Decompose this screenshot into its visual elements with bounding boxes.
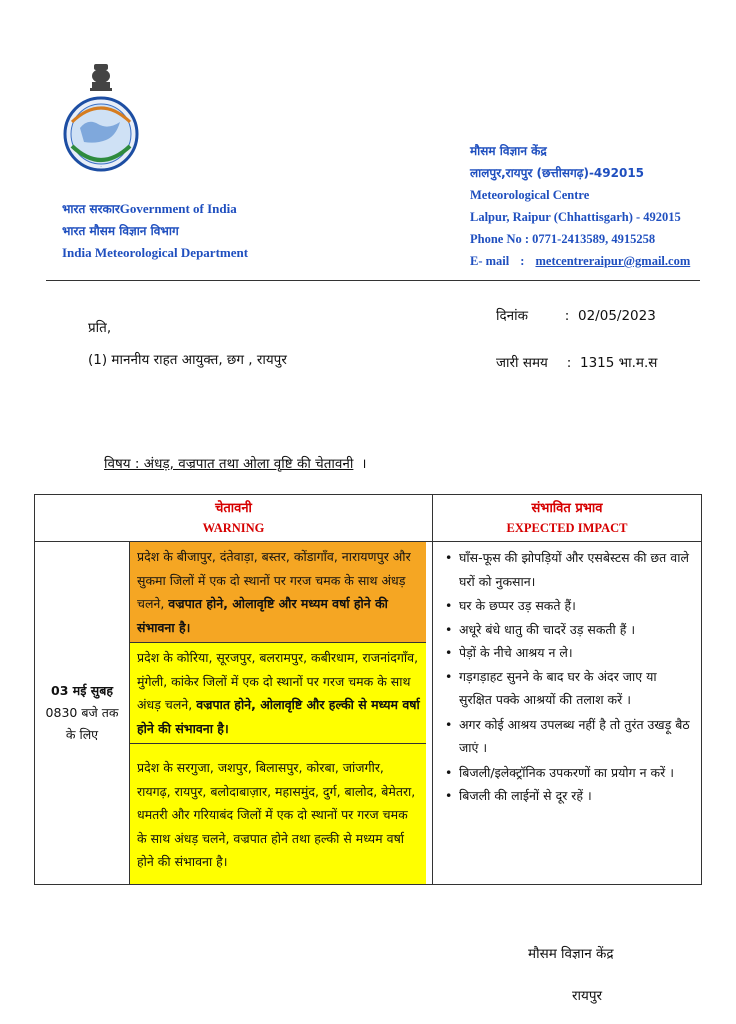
imd-english: India Meteorological Department: [62, 245, 249, 260]
validity-line-2: 0830 बजे तक: [45, 704, 119, 720]
centre-english: Meteorological Centre: [470, 188, 590, 202]
warning-yellow-2: [130, 744, 426, 884]
warning-orange-bold: वज्रपात होने, ओलावृष्टि और मध्यम वर्षा होने की संभावना है।: [137, 596, 388, 635]
centre-hindi: मौसम विज्ञान केंद्र: [470, 144, 547, 158]
header-right: [470, 140, 690, 272]
email-label: E- mail: [470, 254, 510, 268]
govt-hindi: भारत सरकार: [62, 202, 120, 216]
impact-cell: [433, 542, 702, 885]
warning-table: [34, 494, 702, 885]
warning-cell: [130, 542, 433, 885]
svg-text:.: .: [100, 163, 102, 169]
warning-yellow-1-bold: वज्रपात होने, ओलावृष्टि और हल्की से मध्यम वर्षा होने की संभावना है।: [137, 697, 420, 736]
header-left: [62, 198, 248, 264]
impact-header: [433, 495, 702, 542]
warning-header-en: WARNING: [202, 521, 265, 535]
list-item: • गड़गड़ाहट सुनने के बाद घर के अंदर जाए या सुरक्षित पक्के आश्रयों की तलाश करें ।: [459, 665, 693, 712]
list-item: • अधूरे बंधे धातु की चादरें उड़ सकती हैं ।: [459, 618, 693, 642]
list-item: • घर के छप्पर उड़ सकते हैं।: [459, 594, 693, 618]
warning-yellow-1-text: प्रदेश के कोरिया, सूरजपुर, बलरामपुर, कबीरधाम, राजनांदगाँव, मुंगेली, कांकेर जिलों में एक दो स्थानों पर गरज चमक के साथ अंधड़ चलने,: [137, 650, 419, 712]
list-item: • बिजली की लाईनों से दूर रहें ।: [459, 784, 693, 808]
impact-header-hi: संभावित प्रभाव: [531, 501, 603, 516]
list-item: • घाँस-फूस की झोपड़ियों और एसबेस्टस की छत वाले घरों को नुकसान।: [459, 546, 693, 593]
email-row: [470, 250, 690, 272]
warning-orange: [130, 542, 426, 643]
validity-line-3: के लिए: [65, 726, 99, 742]
issue-time-label: जारी समय: [496, 355, 548, 371]
date-label: दिनांक: [496, 308, 529, 324]
email-sep: :: [520, 254, 525, 268]
addressee-block: [88, 312, 287, 376]
impact-list: [443, 546, 693, 808]
list-item: • अगर कोई आश्रय उपलब्ध नहीं है तो तुरंत उखड़ू बैठ जाएं ।: [459, 713, 693, 760]
recipient: (1) माननीय राहत आयुक्त, छग , रायपुर: [88, 352, 287, 368]
issue-time-sep: :: [566, 355, 572, 371]
date-block: [496, 293, 657, 387]
header-divider: [46, 280, 700, 281]
warning-yellow-1: [130, 643, 426, 744]
warning-header: [35, 495, 433, 542]
date-sep: :: [564, 308, 570, 324]
impact-header-en: EXPECTED IMPACT: [506, 521, 628, 535]
subject-line: [104, 454, 367, 472]
list-item: • बिजली/इलेक्ट्रॉनिक उपकरणों का प्रयोग न करें ।: [459, 761, 693, 785]
imd-logo: [58, 62, 144, 182]
subject-dot: ।: [361, 456, 367, 472]
signature-city: रायपुर: [572, 988, 603, 1004]
govt-english: Government of India: [119, 201, 237, 216]
emblem-icon: [90, 64, 112, 91]
list-item: • पेड़ों के नीचे आश्रय न ले।: [459, 641, 693, 665]
validity-line-1: 03 मई सुबह: [51, 682, 113, 698]
address-hindi: लालपुर,रायपुर (छत्तीसगढ़)-492015: [470, 166, 645, 180]
warning-orange-text: प्रदेश के बीजापुर, दंतेवाड़ा, बस्तर, कोंडागाँव, नारायणपुर और सुकमा जिलों में एक दो स्थानों पर गरज चमक के साथ अंधड़ चलने,: [137, 549, 411, 611]
table-header-row: [35, 495, 702, 542]
phone-numbers: Phone No : 0771-2413589, 4915258: [470, 232, 656, 246]
imd-hindi: भारत मौसम विज्ञान विभाग: [62, 224, 179, 238]
subject-text: विषय : अंधड़, वज्रपात तथा ओला वृष्टि की चेतावनी: [104, 456, 354, 472]
signature-centre: मौसम विज्ञान केंद्र: [528, 946, 614, 962]
warning-header-hi: चेतावनी: [215, 501, 252, 516]
issue-time-value: 1315 भा.म.स: [580, 355, 658, 371]
to-label: प्रति,: [88, 320, 112, 336]
validity-cell: [35, 542, 130, 885]
email-link[interactable]: metcentreraipur@gmail.com: [535, 254, 691, 268]
address-english: Lalpur, Raipur (Chhattisgarh) - 492015: [470, 210, 681, 224]
date-value: 02/05/2023: [578, 308, 656, 324]
table-body-row: [35, 542, 702, 885]
warning-yellow-2-text: प्रदेश के सरगुजा, जशपुर, बिलासपुर, कोरबा, जांजगीर, रायगढ़, रायपुर, बलोदाबाज़ार, महासमुंद, दुर्ग, बालोद, बेमेतरा, धमतरी और गरियाबंद जिलों में एक दो स्थानों पर गरज चमक के साथ अंधड़ चलने, वज्रपात होने तथा हल्की से मध्यम वर्षा होने की संभावना है।: [137, 760, 416, 869]
